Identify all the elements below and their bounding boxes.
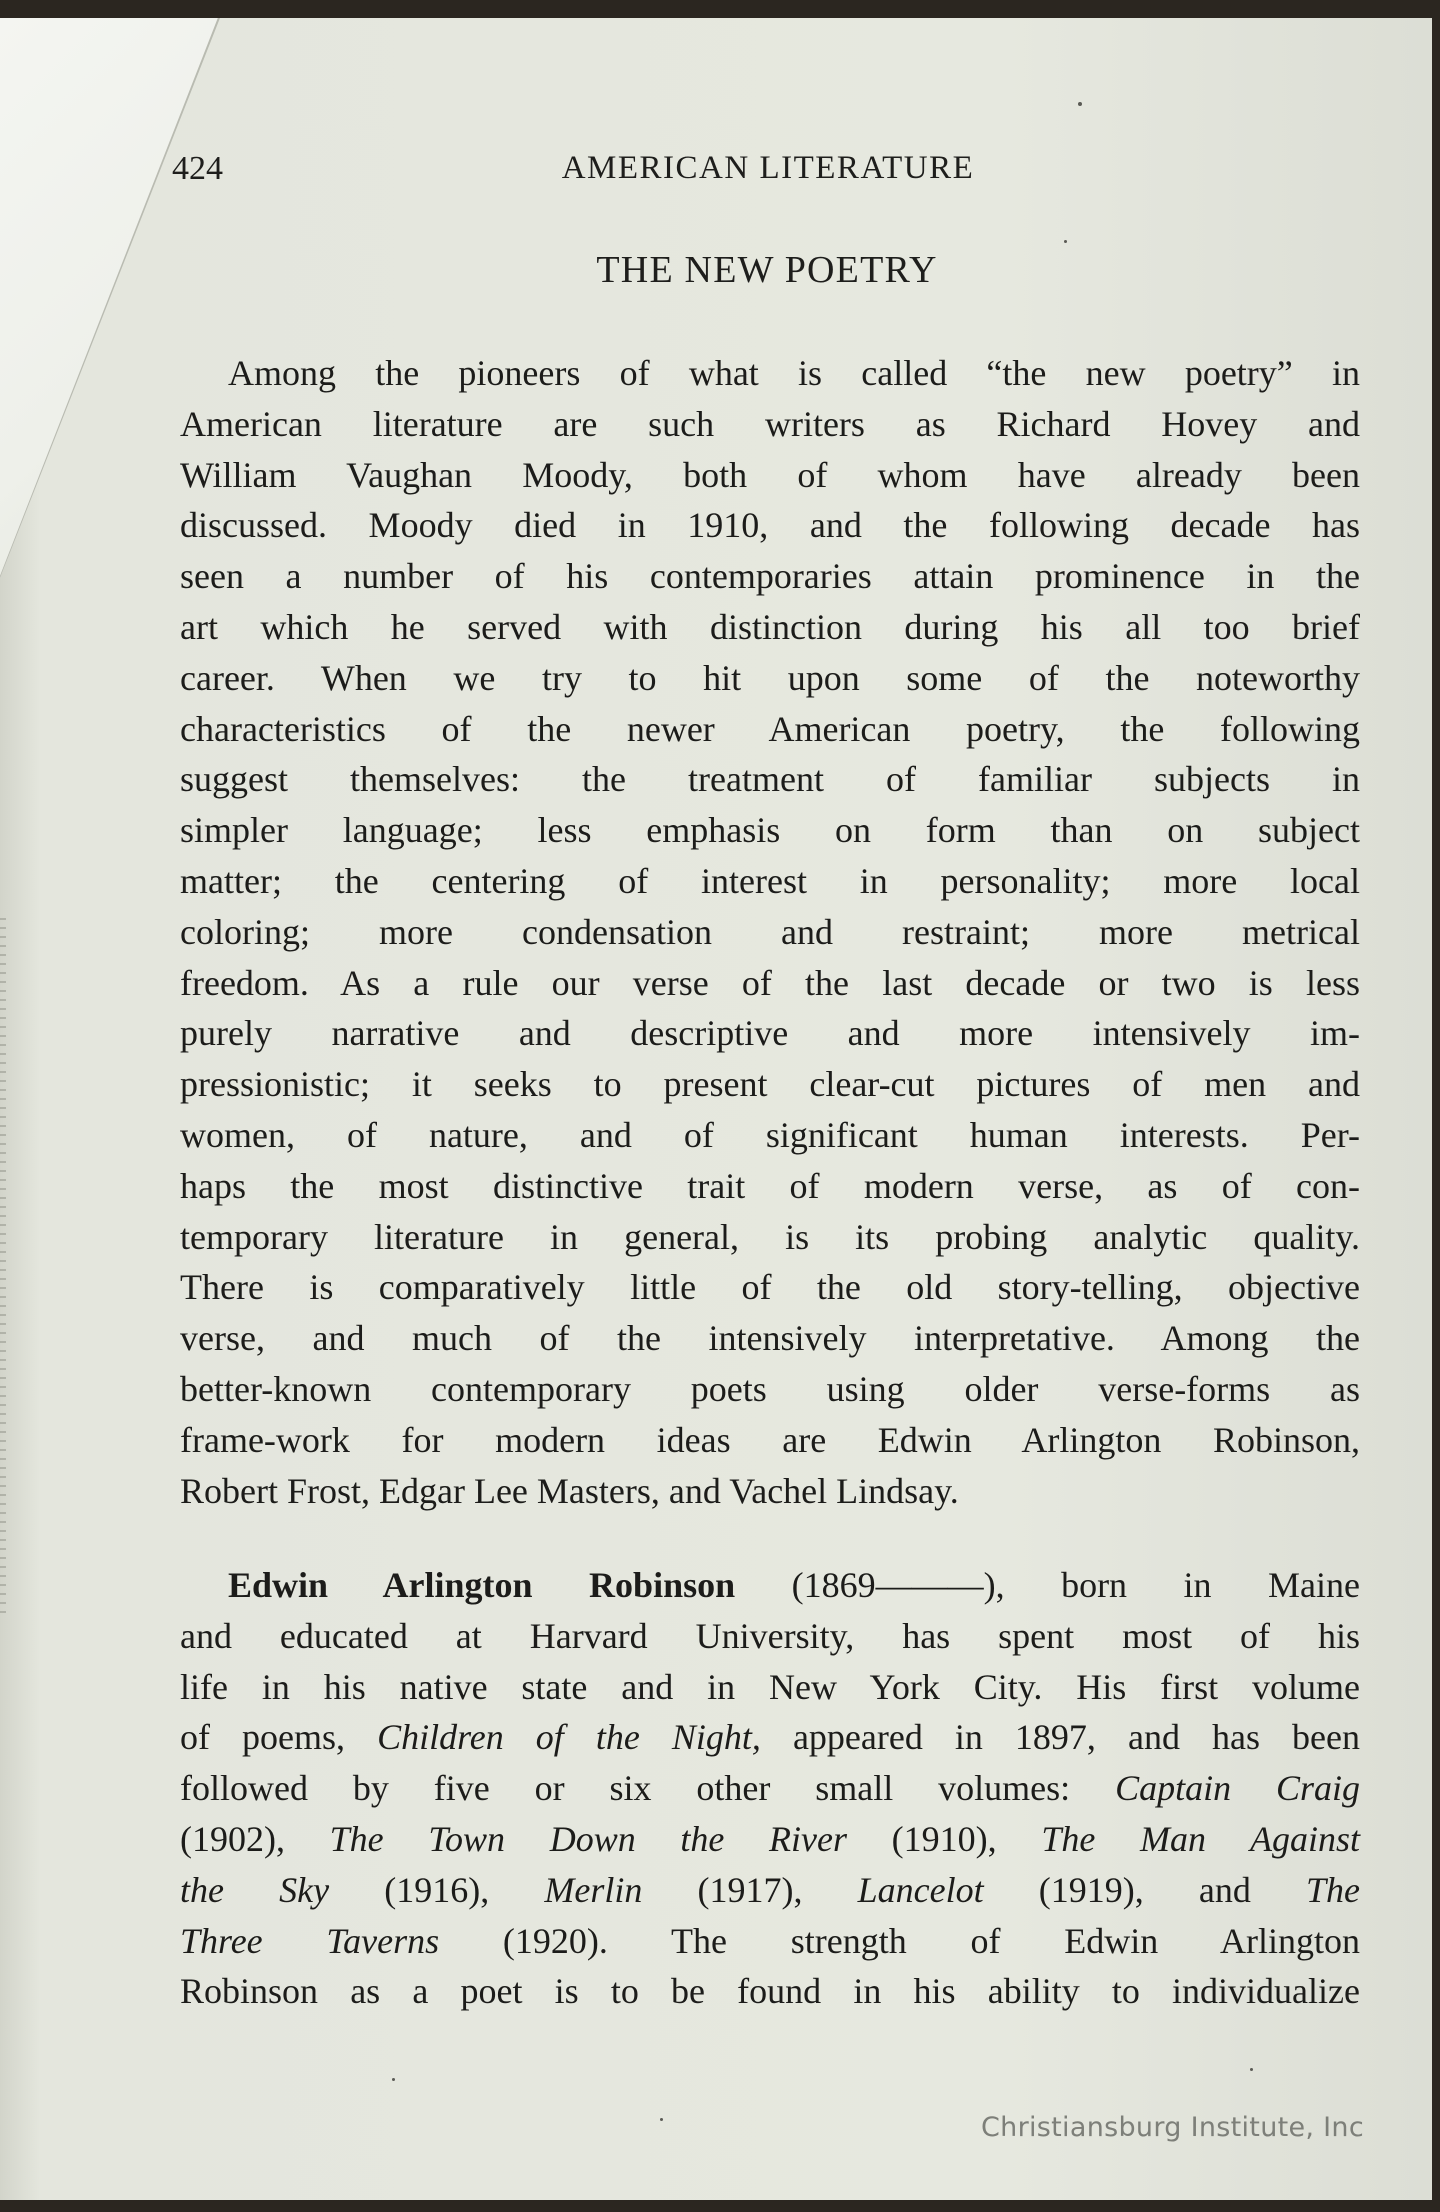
text-line: Among the pioneers of what is called “the new poetry” in <box>228 353 1360 393</box>
text-line: frame-work for modern ideas are Edwin Arlington Robinson, <box>180 1419 1360 1460</box>
text-line: life in his native state and in New York City. His first volume <box>180 1666 1360 1707</box>
text-line <box>180 1814 1360 1865</box>
text-line: Robert Frost, Edgar Lee Masters, and Vachel Lindsay. <box>180 1470 959 1511</box>
text-line: William Vaughan Moody, both of whom have already been <box>180 454 1360 495</box>
text-line: matter; the centering of interest in personality; more local <box>180 860 1360 901</box>
paper-speck <box>1250 2068 1253 2071</box>
author-name: Edwin Arlington Robinson <box>228 1565 736 1605</box>
text-line: seen a number of his contemporaries attain prominence in the <box>180 556 1360 597</box>
paper-speck <box>660 2118 663 2121</box>
book-title: Lancelot <box>857 1869 984 1910</box>
text-line: Robinson as a poet is to be found in his ability to individualize <box>180 1971 1360 2012</box>
paragraph-robinson <box>180 1560 1360 2017</box>
text-run: (1902), <box>180 1818 330 1859</box>
text-run: (1869———), born in Maine <box>735 1565 1360 1605</box>
book-title: Merlin <box>544 1869 643 1910</box>
section-title: THE NEW POETRY <box>596 249 938 291</box>
text-line: and educated at Harvard University, has spent most of his <box>180 1615 1360 1656</box>
text-run: of poems, <box>180 1717 378 1758</box>
text-line: art which he served with distinction during his all too brief <box>180 606 1360 647</box>
book-title: Captain Craig <box>1115 1768 1360 1809</box>
text-run: (1920). The strength of Edwin Arlington <box>439 1920 1360 1961</box>
text-line <box>180 1712 1360 1763</box>
paper-speck <box>392 2078 395 2081</box>
text-run: (1910), <box>847 1818 1042 1859</box>
text-run: (1919), and <box>983 1869 1306 1910</box>
text-line <box>180 1916 1360 1967</box>
text-line: pressionistic; it seeks to present clear-cut pictures of men and <box>180 1064 1360 1105</box>
text-line: better-known contemporary poets using older verse-forms as <box>180 1368 1360 1409</box>
text-line: suggest themselves: the treatment of familiar subjects in <box>180 759 1360 800</box>
text-run: (1917), <box>642 1869 858 1910</box>
watermark: Christiansburg Institute, Inc <box>981 2112 1364 2143</box>
text-line: haps the most distinctive trait of modern verse, as of con- <box>180 1165 1360 1206</box>
text-line: simpler language; less emphasis on form than on subject <box>180 810 1360 851</box>
text-line: coloring; more condensation and restraint; more metrical <box>180 911 1360 952</box>
page-number: 424 <box>172 150 223 187</box>
paper-speck <box>1078 102 1082 106</box>
running-title: AMERICAN LITERATURE <box>561 150 975 186</box>
text-line: verse, and much of the intensively interpretative. Among the <box>180 1318 1360 1359</box>
text-line: discussed. Moody died in 1910, and the following decade has <box>180 505 1360 546</box>
text-line <box>180 1865 1360 1916</box>
text-run: followed by five or six other small volumes: <box>180 1768 1116 1809</box>
text-line: American literature are such writers as Richard Hovey and <box>180 403 1360 444</box>
text-line: women, of nature, and of significant human interests. Per- <box>180 1114 1360 1155</box>
book-title: the Sky <box>180 1869 330 1910</box>
text-run: appeared in 1897, and has been <box>760 1717 1360 1758</box>
text-line <box>180 1763 1360 1814</box>
text-line: temporary literature in general, is its probing analytic quality. <box>180 1216 1360 1257</box>
book-title: Children of the Night, <box>377 1717 761 1758</box>
book-page <box>0 18 1432 2200</box>
text-line <box>180 1560 1360 1611</box>
text-run: (1916), <box>329 1869 545 1910</box>
book-title: The Man Against <box>1041 1818 1361 1859</box>
book-title: The <box>1305 1869 1360 1910</box>
text-line: purely narrative and descriptive and more intensively im- <box>180 1013 1360 1054</box>
text-line: career. When we try to hit upon some of the noteworthy <box>180 657 1360 698</box>
binding-edge <box>0 918 6 1618</box>
text-line: There is comparatively little of the old story-telling, objective <box>180 1267 1360 1308</box>
book-title: Three Taverns <box>180 1920 440 1961</box>
running-head <box>172 150 1362 190</box>
paper-speck <box>1064 240 1067 243</box>
text-line: characteristics of the newer American poetry, the following <box>180 708 1360 749</box>
paragraph-new-poetry <box>180 348 1360 1516</box>
text-line: freedom. As a rule our verse of the last decade or two is less <box>180 962 1360 1003</box>
book-title: The Town Down the River <box>329 1818 848 1859</box>
